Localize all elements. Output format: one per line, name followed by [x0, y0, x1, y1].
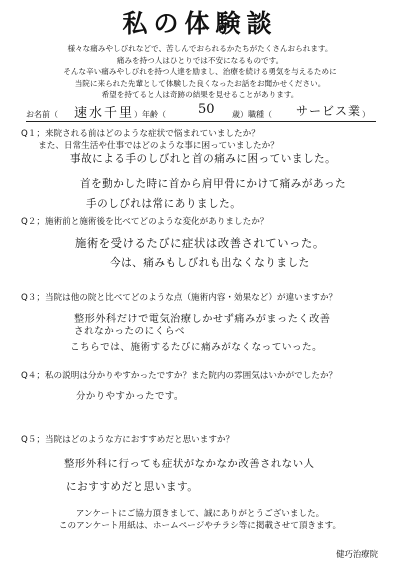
question-4	[21, 370, 337, 382]
question-text: Q５；当院はどのような方におすすめだと思いますか？	[21, 435, 235, 445]
answer-5-line-1: 整形外科に行っても症状がなかなか改善されない人	[64, 458, 315, 470]
question-text: Q４；私の説明は分かりやすかったですか？また院内の雰囲気はいかがでしたか？	[21, 371, 338, 381]
answer-2-line-1: 施術を受けるたびに症状は改善されていった。	[75, 236, 325, 250]
intro-line: 当院に来られた先輩として体験した良くなったお話をお聞かせください。	[74, 78, 326, 88]
age-value: 50	[198, 102, 215, 117]
intro-line: そんな辛い痛みやしびれを持つ人達を励まし、治療を続ける勇気を与えるために	[63, 67, 337, 77]
closing-line: このアンケート用紙は、ホームページやチラシ等に掲載させて頂きます。	[58, 521, 342, 531]
answer-2-line-2: 今は、痛みもしびれも出なくなりました	[110, 257, 310, 269]
clinic-name: 健巧治療院	[336, 549, 378, 559]
answer-3-line-1: 整形外科だけで電気治療しかせず痛みがまったく改善	[74, 314, 331, 325]
answer-4-line-1: 分かりやすかったです。	[76, 391, 184, 402]
profile-row	[26, 102, 386, 122]
job-value: サービス業	[296, 104, 362, 118]
name-value: 速水千里	[74, 106, 135, 121]
closing-line: アンケートにご協力頂きまして、誠にありがとうございました。	[75, 509, 325, 519]
age-suffix: 歳）職種（	[232, 110, 272, 119]
intro-text	[0, 43, 400, 101]
closing-text	[0, 508, 400, 532]
name-label: お名前（	[26, 110, 58, 119]
answer-5-line-2: におすすめだと思います。	[66, 481, 199, 493]
answer-1-line-3: 手のしびれは常にありました。	[86, 198, 242, 210]
question-3	[21, 292, 337, 304]
answer-1-line-2: 首を動かした時に首から肩甲骨にかけて痛みがあった	[80, 178, 347, 190]
question-5	[21, 434, 234, 446]
intro-line: 様々な痛みやしびれなどで、苦しんでおられるかたちがたくさんおられます。	[67, 44, 333, 53]
intro-line: 希望を持てると人は奇跡の結果を見せることがあります。	[101, 90, 299, 100]
age-label: ）年齢（	[134, 110, 166, 119]
answer-3-line-2: されなかったのにくらべ	[74, 326, 186, 337]
question-2	[21, 216, 268, 228]
job-suffix: ）	[362, 110, 370, 119]
answer-1-line-1: 事故による手のしびれと首の痛みに困っていました。	[70, 153, 337, 165]
question-1	[21, 128, 279, 152]
question-text: また、日常生活や仕事ではどのような事に困っていましたか？	[21, 141, 279, 151]
answer-3-line-3: こちらでは、施術するたびに痛みがなくなっていった。	[70, 342, 323, 353]
page-title: 私の体験談	[122, 9, 278, 38]
question-text: Q１；来院される前はどのような症状で悩まれていましたか？	[21, 129, 260, 139]
question-text: Q２；施術前と施術後を比べてどのような変化がありましたか？	[21, 217, 269, 227]
question-text: Q３；当院は他の院と比べてどのような点（施術内容・効果など）が違いますか？	[21, 293, 338, 303]
profile-underline	[26, 121, 376, 122]
intro-line: 痛みを持つ人はひとりでは不安になるものです。	[116, 55, 284, 65]
